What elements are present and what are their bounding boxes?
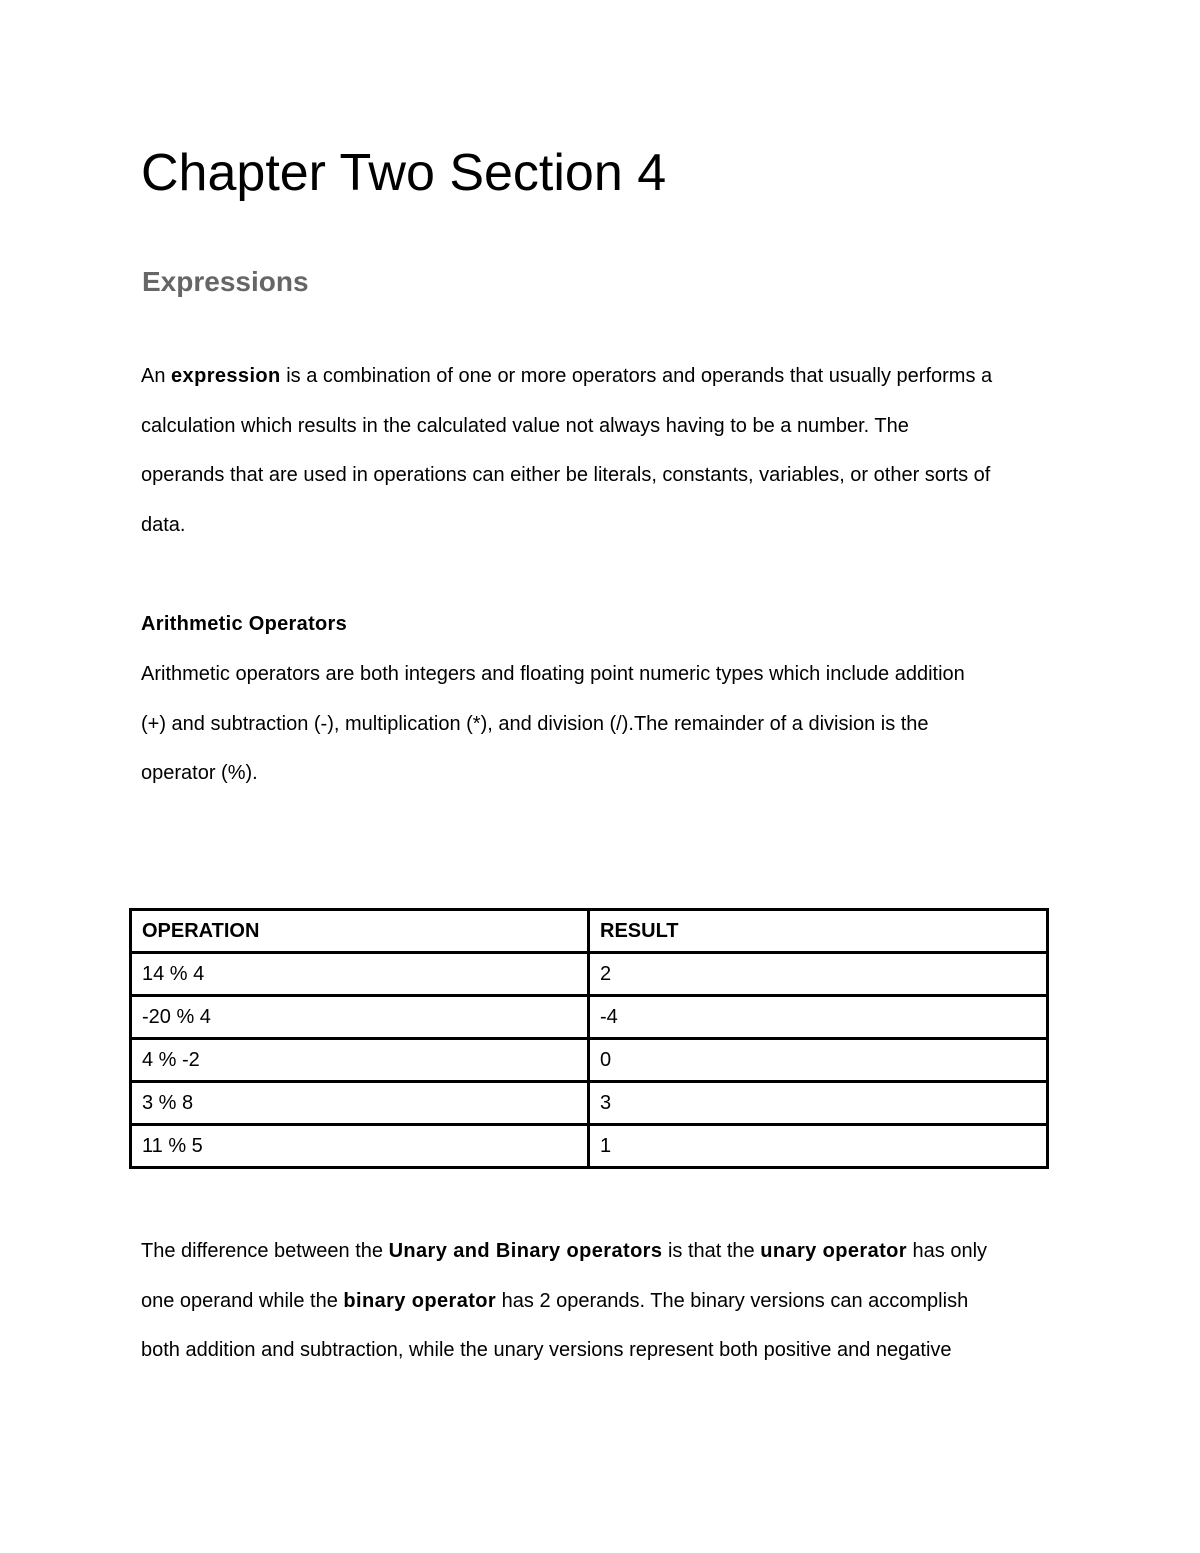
arithmetic-paragraph — [141, 650, 1071, 799]
unary-text: The difference between the — [141, 1240, 389, 1262]
intro-line-1 — [141, 352, 1071, 402]
unary-line-1 — [141, 1227, 1071, 1277]
section-subtitle: Expressions — [142, 266, 309, 297]
table-row — [131, 996, 1048, 1039]
unary-text: has only — [906, 1240, 988, 1262]
page-title: Chapter Two Section 4 — [141, 144, 667, 202]
operation-cell: 11 % 5 — [131, 1125, 589, 1168]
intro-line-4: data. — [141, 513, 186, 536]
header-operation: OPERATION — [131, 910, 589, 953]
unary-operator-term: unary operator — [760, 1240, 907, 1262]
result-cell: 2 — [589, 953, 1048, 996]
arith-line-2: (+) and subtraction (-), multiplication (*), and division (/).The remainder of a division is the — [141, 712, 929, 735]
operation-cell: 4 % -2 — [131, 1039, 589, 1082]
result-cell: 1 — [589, 1125, 1048, 1168]
intro-line-2: calculation which results in the calculated value not always having to be a number. The — [141, 414, 909, 437]
result-cell: -4 — [589, 996, 1048, 1039]
arith-line-1: Arithmetic operators are both integers and floating point numeric types which include addition — [141, 663, 965, 685]
result-cell: 0 — [589, 1039, 1048, 1082]
intro-paragraph — [141, 352, 1071, 550]
unary-text: has 2 operands. The binary versions can accomplish — [496, 1289, 969, 1312]
intro-line-3: operands that are used in operations can either be literals, constants, variables, or other sorts of — [141, 464, 991, 486]
unary-line-3: both addition and subtraction, while the unary versions represent both positive and negative — [141, 1339, 952, 1361]
unary-binary-term: Unary and Binary operators — [388, 1240, 663, 1262]
result-cell: 3 — [589, 1082, 1048, 1125]
table-row — [131, 1125, 1048, 1168]
intro-text: is a combination of one or more operators and operands that usually performs a — [280, 365, 993, 387]
operation-cell: -20 % 4 — [131, 996, 589, 1039]
modulo-table — [129, 908, 1049, 1169]
arithmetic-heading: Arithmetic Operators — [141, 613, 348, 635]
expression-term: expression — [171, 365, 281, 387]
table-header-row — [131, 910, 1048, 953]
header-result: RESULT — [589, 910, 1048, 953]
intro-text: An — [141, 365, 172, 387]
operation-cell: 14 % 4 — [131, 953, 589, 996]
unary-binary-paragraph — [141, 1227, 1071, 1376]
binary-operator-term: binary operator — [343, 1289, 497, 1312]
table-row — [131, 1082, 1048, 1125]
arith-line-3: operator (%). — [141, 762, 258, 784]
unary-text: one operand while the — [141, 1289, 344, 1312]
table-row — [131, 953, 1048, 996]
operation-cell: 3 % 8 — [131, 1082, 589, 1125]
unary-text: is that the — [662, 1240, 761, 1262]
unary-line-2 — [141, 1277, 1071, 1327]
table-row — [131, 1039, 1048, 1082]
